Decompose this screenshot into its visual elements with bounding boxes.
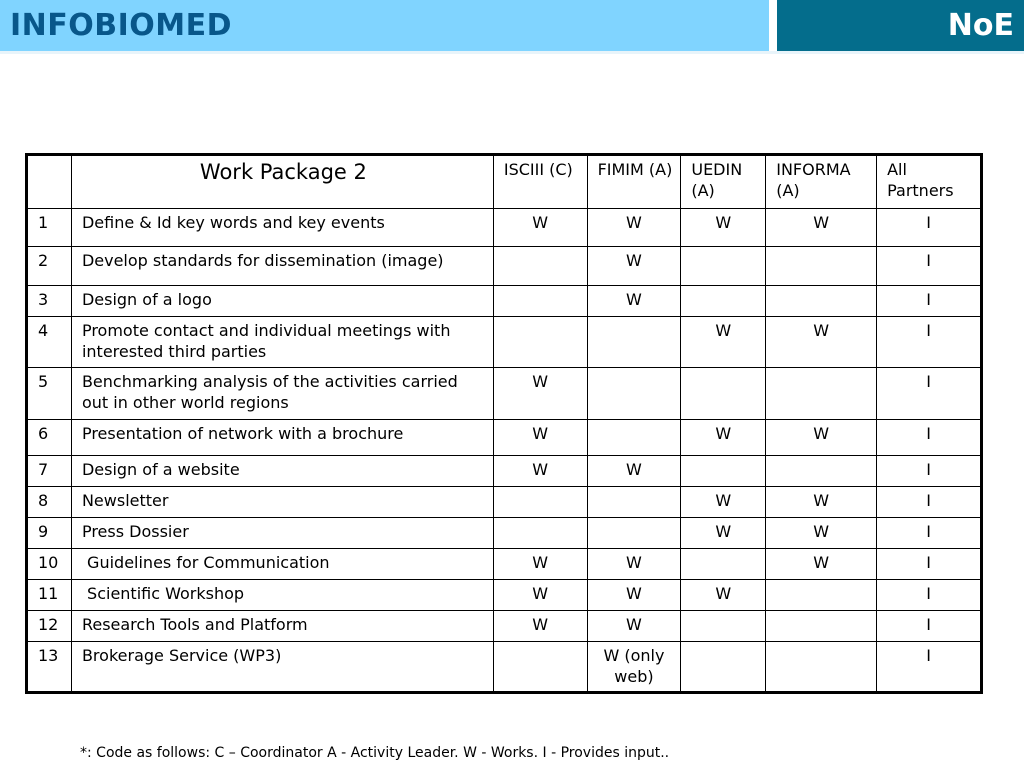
partner-mark: I xyxy=(877,487,982,518)
column-header: FIMIM (A) xyxy=(587,155,681,209)
task-cell: Design of a website xyxy=(71,456,493,487)
table-row xyxy=(27,611,982,642)
column-header: UEDIN (A) xyxy=(681,155,766,209)
partner-mark: W xyxy=(766,420,877,456)
partner-mark: W xyxy=(766,317,877,368)
partner-mark: I xyxy=(877,611,982,642)
task-cell: Brokerage Service (WP3) xyxy=(71,642,493,693)
partner-mark: I xyxy=(877,580,982,611)
row-number: 12 xyxy=(27,611,72,642)
partner-mark: W xyxy=(587,549,681,580)
table-row xyxy=(27,247,982,286)
partner-mark xyxy=(587,368,681,420)
partner-mark: W xyxy=(493,368,587,420)
row-number: 4 xyxy=(27,317,72,368)
table-row xyxy=(27,487,982,518)
partner-mark xyxy=(681,456,766,487)
row-number: 13 xyxy=(27,642,72,693)
partner-mark: W xyxy=(766,487,877,518)
partner-mark: W xyxy=(587,456,681,487)
row-number: 5 xyxy=(27,368,72,420)
header-num-cell xyxy=(27,155,72,209)
column-header: All Partners xyxy=(877,155,982,209)
partner-mark xyxy=(681,642,766,693)
table-title: Work Package 2 xyxy=(71,155,493,209)
partner-mark xyxy=(493,286,587,317)
partner-mark: W xyxy=(681,487,766,518)
partner-mark: W xyxy=(766,518,877,549)
partner-mark xyxy=(766,456,877,487)
partner-mark xyxy=(681,286,766,317)
partner-mark: W xyxy=(493,549,587,580)
row-number: 6 xyxy=(27,420,72,456)
column-header: INFORMA (A) xyxy=(766,155,877,209)
partner-mark: I xyxy=(877,518,982,549)
row-number: 3 xyxy=(27,286,72,317)
table-row xyxy=(27,368,982,420)
task-cell: Guidelines for Communication xyxy=(71,549,493,580)
column-header: ISCIII (C) xyxy=(493,155,587,209)
table-row xyxy=(27,549,982,580)
header-bar xyxy=(0,0,769,51)
partner-mark xyxy=(681,247,766,286)
partner-mark xyxy=(681,549,766,580)
partner-mark: I xyxy=(877,420,982,456)
partner-mark xyxy=(681,611,766,642)
partner-mark: W xyxy=(766,209,877,247)
partner-mark xyxy=(587,420,681,456)
table-row xyxy=(27,580,982,611)
task-cell: Design of a logo xyxy=(71,286,493,317)
partner-mark xyxy=(587,317,681,368)
partner-mark: W xyxy=(587,247,681,286)
table-row xyxy=(27,642,982,693)
partner-mark xyxy=(766,368,877,420)
partner-mark: W xyxy=(681,518,766,549)
partner-mark: W xyxy=(681,580,766,611)
partner-mark: W xyxy=(493,420,587,456)
partner-mark: I xyxy=(877,209,982,247)
table-row xyxy=(27,518,982,549)
row-number: 8 xyxy=(27,487,72,518)
partner-mark: W xyxy=(681,420,766,456)
partner-mark: W xyxy=(493,580,587,611)
partner-mark xyxy=(766,642,877,693)
partner-mark xyxy=(681,368,766,420)
table-row xyxy=(27,209,982,247)
table-row xyxy=(27,317,982,368)
partner-mark: I xyxy=(877,317,982,368)
task-cell: Press Dossier xyxy=(71,518,493,549)
partner-mark xyxy=(493,487,587,518)
partner-mark: W xyxy=(493,456,587,487)
row-number: 7 xyxy=(27,456,72,487)
partner-mark: I xyxy=(877,549,982,580)
partner-mark: W xyxy=(681,317,766,368)
work-package-table xyxy=(25,153,983,694)
partner-mark: W xyxy=(587,286,681,317)
partner-mark: I xyxy=(877,247,982,286)
partner-mark xyxy=(766,580,877,611)
table-row xyxy=(27,286,982,317)
header-title: INFOBIOMED xyxy=(10,8,233,43)
partner-mark: W xyxy=(587,209,681,247)
header-divider xyxy=(0,51,1024,54)
row-number: 11 xyxy=(27,580,72,611)
table-row xyxy=(27,456,982,487)
task-cell: Newsletter xyxy=(71,487,493,518)
partner-mark xyxy=(766,611,877,642)
partner-mark xyxy=(493,642,587,693)
partner-mark: W (only web) xyxy=(587,642,681,693)
partner-mark xyxy=(493,317,587,368)
partner-mark: W xyxy=(587,611,681,642)
table-header-row xyxy=(27,155,982,209)
footnote: *: Code as follows: C – Coordinator A - Activity Leader. W - Works. I - Provides input.. xyxy=(80,745,670,761)
partner-mark: I xyxy=(877,286,982,317)
task-cell: Develop standards for dissemination (image) xyxy=(71,247,493,286)
task-cell: Benchmarking analysis of the activities carried out in other world regions xyxy=(71,368,493,420)
partner-mark: W xyxy=(493,611,587,642)
task-cell: Scientific Workshop xyxy=(71,580,493,611)
partner-mark: I xyxy=(877,368,982,420)
partner-mark xyxy=(766,247,877,286)
row-number: 1 xyxy=(27,209,72,247)
task-cell: Presentation of network with a brochure xyxy=(71,420,493,456)
partner-mark: W xyxy=(493,209,587,247)
partner-mark xyxy=(587,487,681,518)
partner-mark: I xyxy=(877,456,982,487)
partner-mark xyxy=(587,518,681,549)
partner-mark: W xyxy=(681,209,766,247)
task-cell: Define & Id key words and key events xyxy=(71,209,493,247)
row-number: 10 xyxy=(27,549,72,580)
row-number: 9 xyxy=(27,518,72,549)
partner-mark: W xyxy=(587,580,681,611)
partner-mark: W xyxy=(766,549,877,580)
header-badge-bar xyxy=(777,0,1024,51)
partner-mark xyxy=(493,518,587,549)
task-cell: Promote contact and individual meetings with interested third parties xyxy=(71,317,493,368)
partner-mark: I xyxy=(877,642,982,693)
task-cell: Research Tools and Platform xyxy=(71,611,493,642)
partner-mark xyxy=(493,247,587,286)
table-row xyxy=(27,420,982,456)
row-number: 2 xyxy=(27,247,72,286)
header-badge: NoE xyxy=(947,8,1014,43)
partner-mark xyxy=(766,286,877,317)
